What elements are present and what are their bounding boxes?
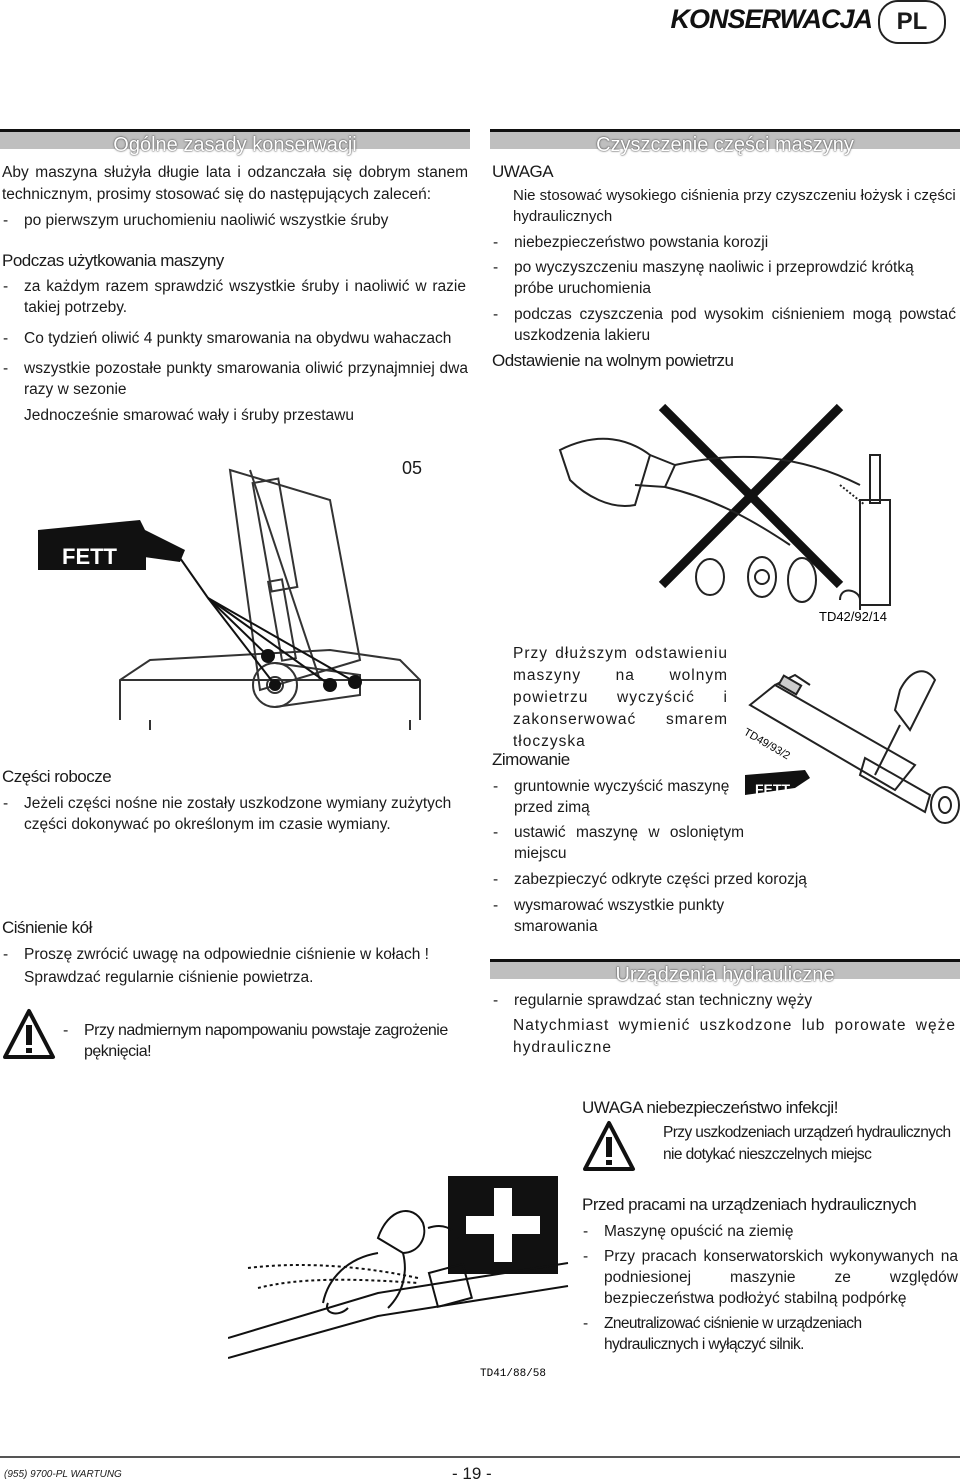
cleaning-item-1: - niebezpieczeństwo powstania korozji	[492, 232, 956, 253]
intro-item: - po pierwszym uruchomieniu naoliwić wszystkie śruby	[2, 210, 468, 231]
figure-code: 05	[402, 458, 423, 478]
warning-triangle-icon	[582, 1120, 636, 1172]
before-work-item-2: - Przy pracach konserwatorskich wykonywanych na podniesionej maszynie ze względów bezpieczeństwa podłożyć stabilną podpórkę	[582, 1246, 958, 1309]
tire-warning-text: - Przy nadmiernym napompowaniu powstaje zagrożenie pęknięcia!	[62, 1020, 468, 1062]
tire-pressure-block	[2, 918, 468, 989]
usage-note: Jednocześnie smarować wały i śruby przestawu	[24, 407, 354, 424]
section-bar-hydraulic	[490, 962, 960, 986]
hydraulic-leak-drawing	[228, 1168, 573, 1378]
winter-block	[492, 750, 812, 937]
section-title-cleaning: Czyszczenie części maszyny	[596, 134, 854, 156]
no-pressure-washer-figure	[540, 395, 960, 630]
infection-block	[582, 1098, 958, 1118]
tire-heading: Ciśnienie kół	[2, 918, 92, 937]
usage-heading: Podczas użytkowania maszyny	[2, 251, 224, 270]
figure-code-greasing: TD49/93/2	[741, 726, 792, 763]
tire-note: Sprawdzać regularnie ciśnienie powietrza.	[24, 969, 314, 986]
cleaning-block	[492, 162, 956, 371]
pressure-washer-drawing	[540, 395, 960, 630]
section-bar-cleaning	[490, 132, 960, 156]
fett-label-right: FETT	[755, 781, 790, 797]
uwaga-text: Nie stosować wysokiego ciśnienia przy czyszczeniu łożysk i części hydraulicznych	[513, 187, 956, 225]
footer-doc-code: (955) 9700-PL WARTUNG	[4, 1469, 122, 1480]
general-maintenance-block	[2, 162, 468, 427]
section-bar-general	[0, 132, 470, 156]
hydraulic-item: - regularnie sprawdzać stan techniczny węży	[492, 990, 956, 1011]
fett-label-left: FETT	[62, 544, 117, 569]
before-work-heading: Przed pracami na urządzeniach hydraulicznych	[582, 1195, 917, 1214]
hydraulic-block	[492, 990, 956, 1059]
language-badge: PL	[878, 0, 946, 44]
before-work-block	[582, 1195, 958, 1355]
infection-text: Przy uszkodzeniach urządzeń hydraulicznych nie dotykać nieszczelnych miejsc	[663, 1124, 951, 1163]
winter-item-4: - wysmarować wszystkie punkty smarowania	[492, 895, 812, 937]
figure-code-leak: TD41/88/58	[480, 1368, 547, 1378]
outdoor-paragraph: Przy dłuższym odstawieniu maszyny na wolnym powietrzu wyczyścić i zakonserwować smarem tłoczyska	[513, 645, 728, 750]
usage-item-3: - wszystkie pozostałe punkty smarowania oliwić przynajmniej dwa razy w sezonie	[2, 358, 468, 400]
usage-item-2: - Co tydzień oliwić 4 punkty smarowania na obydwu wahaczach	[2, 328, 468, 349]
section-title-hydraulic: Urządzenia hydrauliczne	[615, 964, 835, 986]
page-header-title: KONSERWACJA	[670, 4, 872, 34]
tire-warning	[62, 1020, 468, 1062]
figure-code-cleaning: TD42/92/14	[819, 609, 887, 624]
section-title-general: Ogólne zasady konserwacji	[113, 134, 357, 156]
tire-item: - Proszę zwrócić uwagę na odpowiednie ciśnienie w kołach !	[2, 944, 468, 965]
infection-text-wrap	[663, 1122, 957, 1166]
outdoor-text	[513, 643, 728, 753]
warning-triangle-icon	[2, 1008, 56, 1060]
parts-block	[2, 767, 468, 835]
before-work-item-3: - Zneutralizować ciśnienie w urządzeniach hydraulicznych i wyłączyć silnik.	[582, 1313, 958, 1355]
uwaga-heading: UWAGA	[492, 162, 554, 181]
before-work-item-1: - Maszynę opuścić na ziemię	[582, 1221, 958, 1242]
page-number: - 19 -	[452, 1464, 492, 1483]
usage-item-1: - za każdym razem sprawdzić wszystkie śruby i naoliwić w razie takiej potrzeby.	[2, 276, 468, 318]
winter-item-1: - gruntownie wyczyścić maszynę przed zimą	[492, 776, 744, 818]
parts-item: - Jeżeli części nośne nie zostały uszkodzone wymiany zużytych części dokonywać po określonym im czasie wymiany.	[2, 793, 468, 835]
winter-heading: Zimowanie	[492, 750, 570, 769]
intro-text: Aby maszyna służyła długie lata i odzanczała się dobrym stanem technicznym, prosimy stosować się do następujących zaleceń:	[2, 164, 468, 203]
lubrication-diagram	[0, 430, 470, 740]
winter-item-3: - zabezpieczyć odkryte części przed korozją	[492, 869, 812, 890]
cleaning-item-2: - po wyczyszczeniu maszynę naoliwic i przeprowdzić krótką próbe uruchomienia	[492, 257, 956, 299]
outdoor-heading: Odstawienie na wolnym powietrzu	[492, 351, 734, 370]
hydraulic-note: Natychmiast wymienić uszkodzone lub porowate węże hydrauliczne	[513, 1017, 956, 1056]
infection-heading: UWAGA niebezpieczeństwo infekcji!	[582, 1098, 838, 1117]
parts-heading: Części robocze	[2, 767, 112, 786]
winter-item-2: - ustawić maszynę w osloniętym miejscu	[492, 822, 744, 864]
footer-rule	[0, 1456, 960, 1458]
cleaning-item-3: - podczas czyszczenia pod wysokim ciśnieniem mogą powstać uszkodzenia lakieru	[492, 304, 956, 346]
lubrication-drawing	[0, 430, 470, 740]
